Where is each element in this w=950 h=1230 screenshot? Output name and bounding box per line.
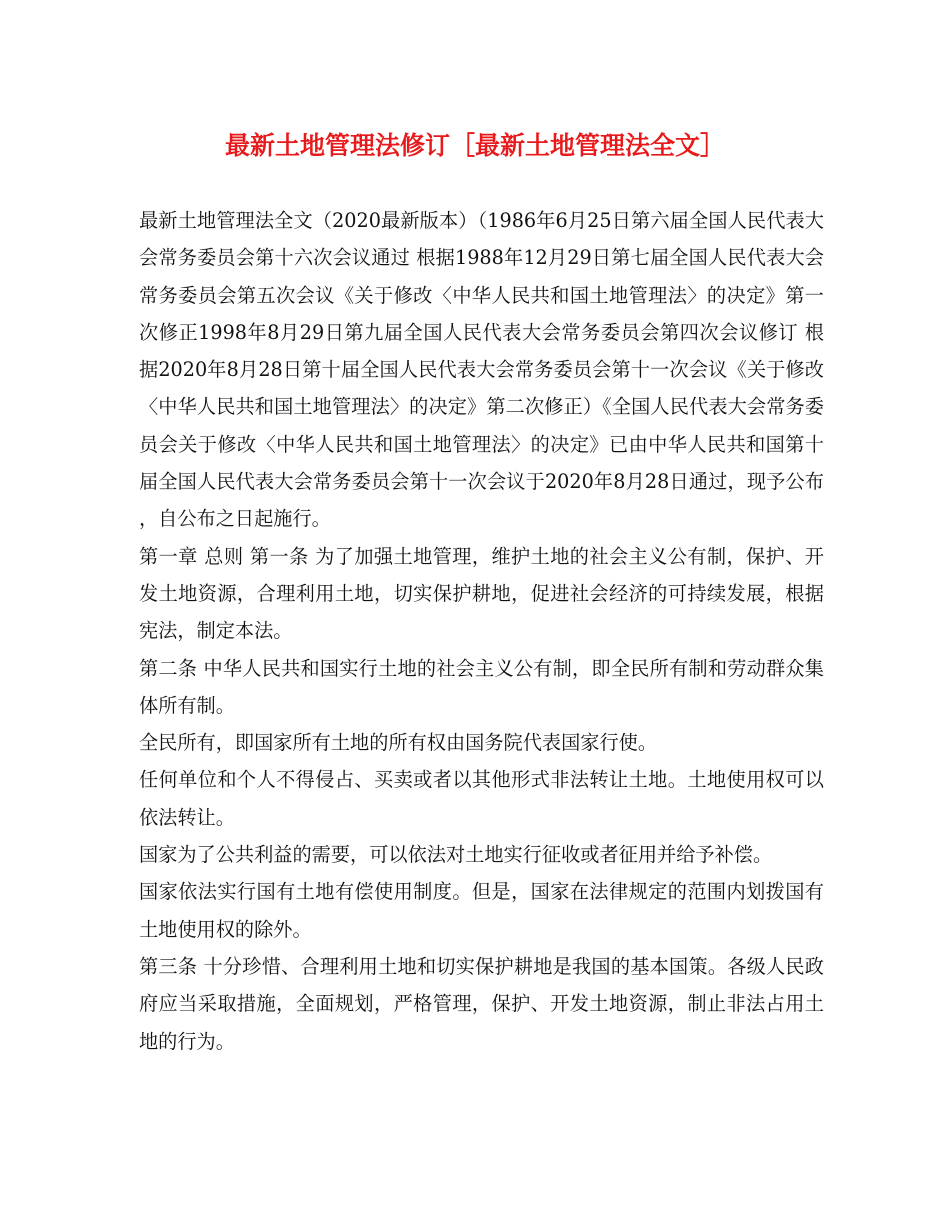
paragraph-article-2: 第二条 中华人民共和国实行土地的社会主义公有制，即全民所有制和劳动群众集体所有制。 <box>139 656 824 717</box>
paragraph-article-1: 第一章 总则 第一条 为了加强土地管理，维护土地的社会主义公有制，保护、开发土地资源，合理利用土地，切实保护耕地，促进社会经济的可持续发展，根据宪法，制定本法。 <box>139 544 824 643</box>
paragraph-preamble: 最新土地管理法全文（2020最新版本）（1986年6月25日第六届全国人民代表大会常务委员会第十六次会议通过 根据1988年12月29日第七届全国人民代表大会常务委员会第五次会议《关于修改〈中华人民共和国土地管理法〉的决定》第一次修正1998年8月29日第九届全国人民代表大会常务委员会第四次会议修订 根据2020年8月28日第十届全国人民代表大会常务委员会第十一次会议《关于修改〈中华人民共和国土地管理法〉的决定》第二次修正）《全国人民代表大会常务委员会关于修改〈中华人民共和国土地管理法〉的决定》已由中华人民共和国第十届全国人民代表大会常务委员会第十一次会议于2020年8月28日通过，现予公布，自公布之日起施行。 <box>139 209 824 531</box>
document-body <box>139 202 824 1060</box>
paragraph-article-2-clause-4: 国家为了公共利益的需要，可以依法对土地实行征收或者征用并给予补偿。 <box>139 843 773 867</box>
document-title: 最新土地管理法修订［最新土地管理法全文］ <box>224 131 725 160</box>
paragraph-article-2-clause-5: 国家依法实行国有土地有偿使用制度。但是，国家在法律规定的范围内划拨国有土地使用权的除外。 <box>139 880 824 941</box>
paragraph-article-2-clause-3: 任何单位和个人不得侵占、买卖或者以其他形式非法转让土地。土地使用权可以依法转让。 <box>139 768 824 829</box>
paragraph-article-3: 第三条 十分珍惜、合理利用土地和切实保护耕地是我国的基本国策。各级人民政府应当采取措施，全面规划，严格管理，保护、开发土地资源，制止非法占用土地的行为。 <box>139 954 824 1053</box>
paragraph-article-2-clause-2: 全民所有，即国家所有土地的所有权由国务院代表国家行使。 <box>139 731 658 755</box>
